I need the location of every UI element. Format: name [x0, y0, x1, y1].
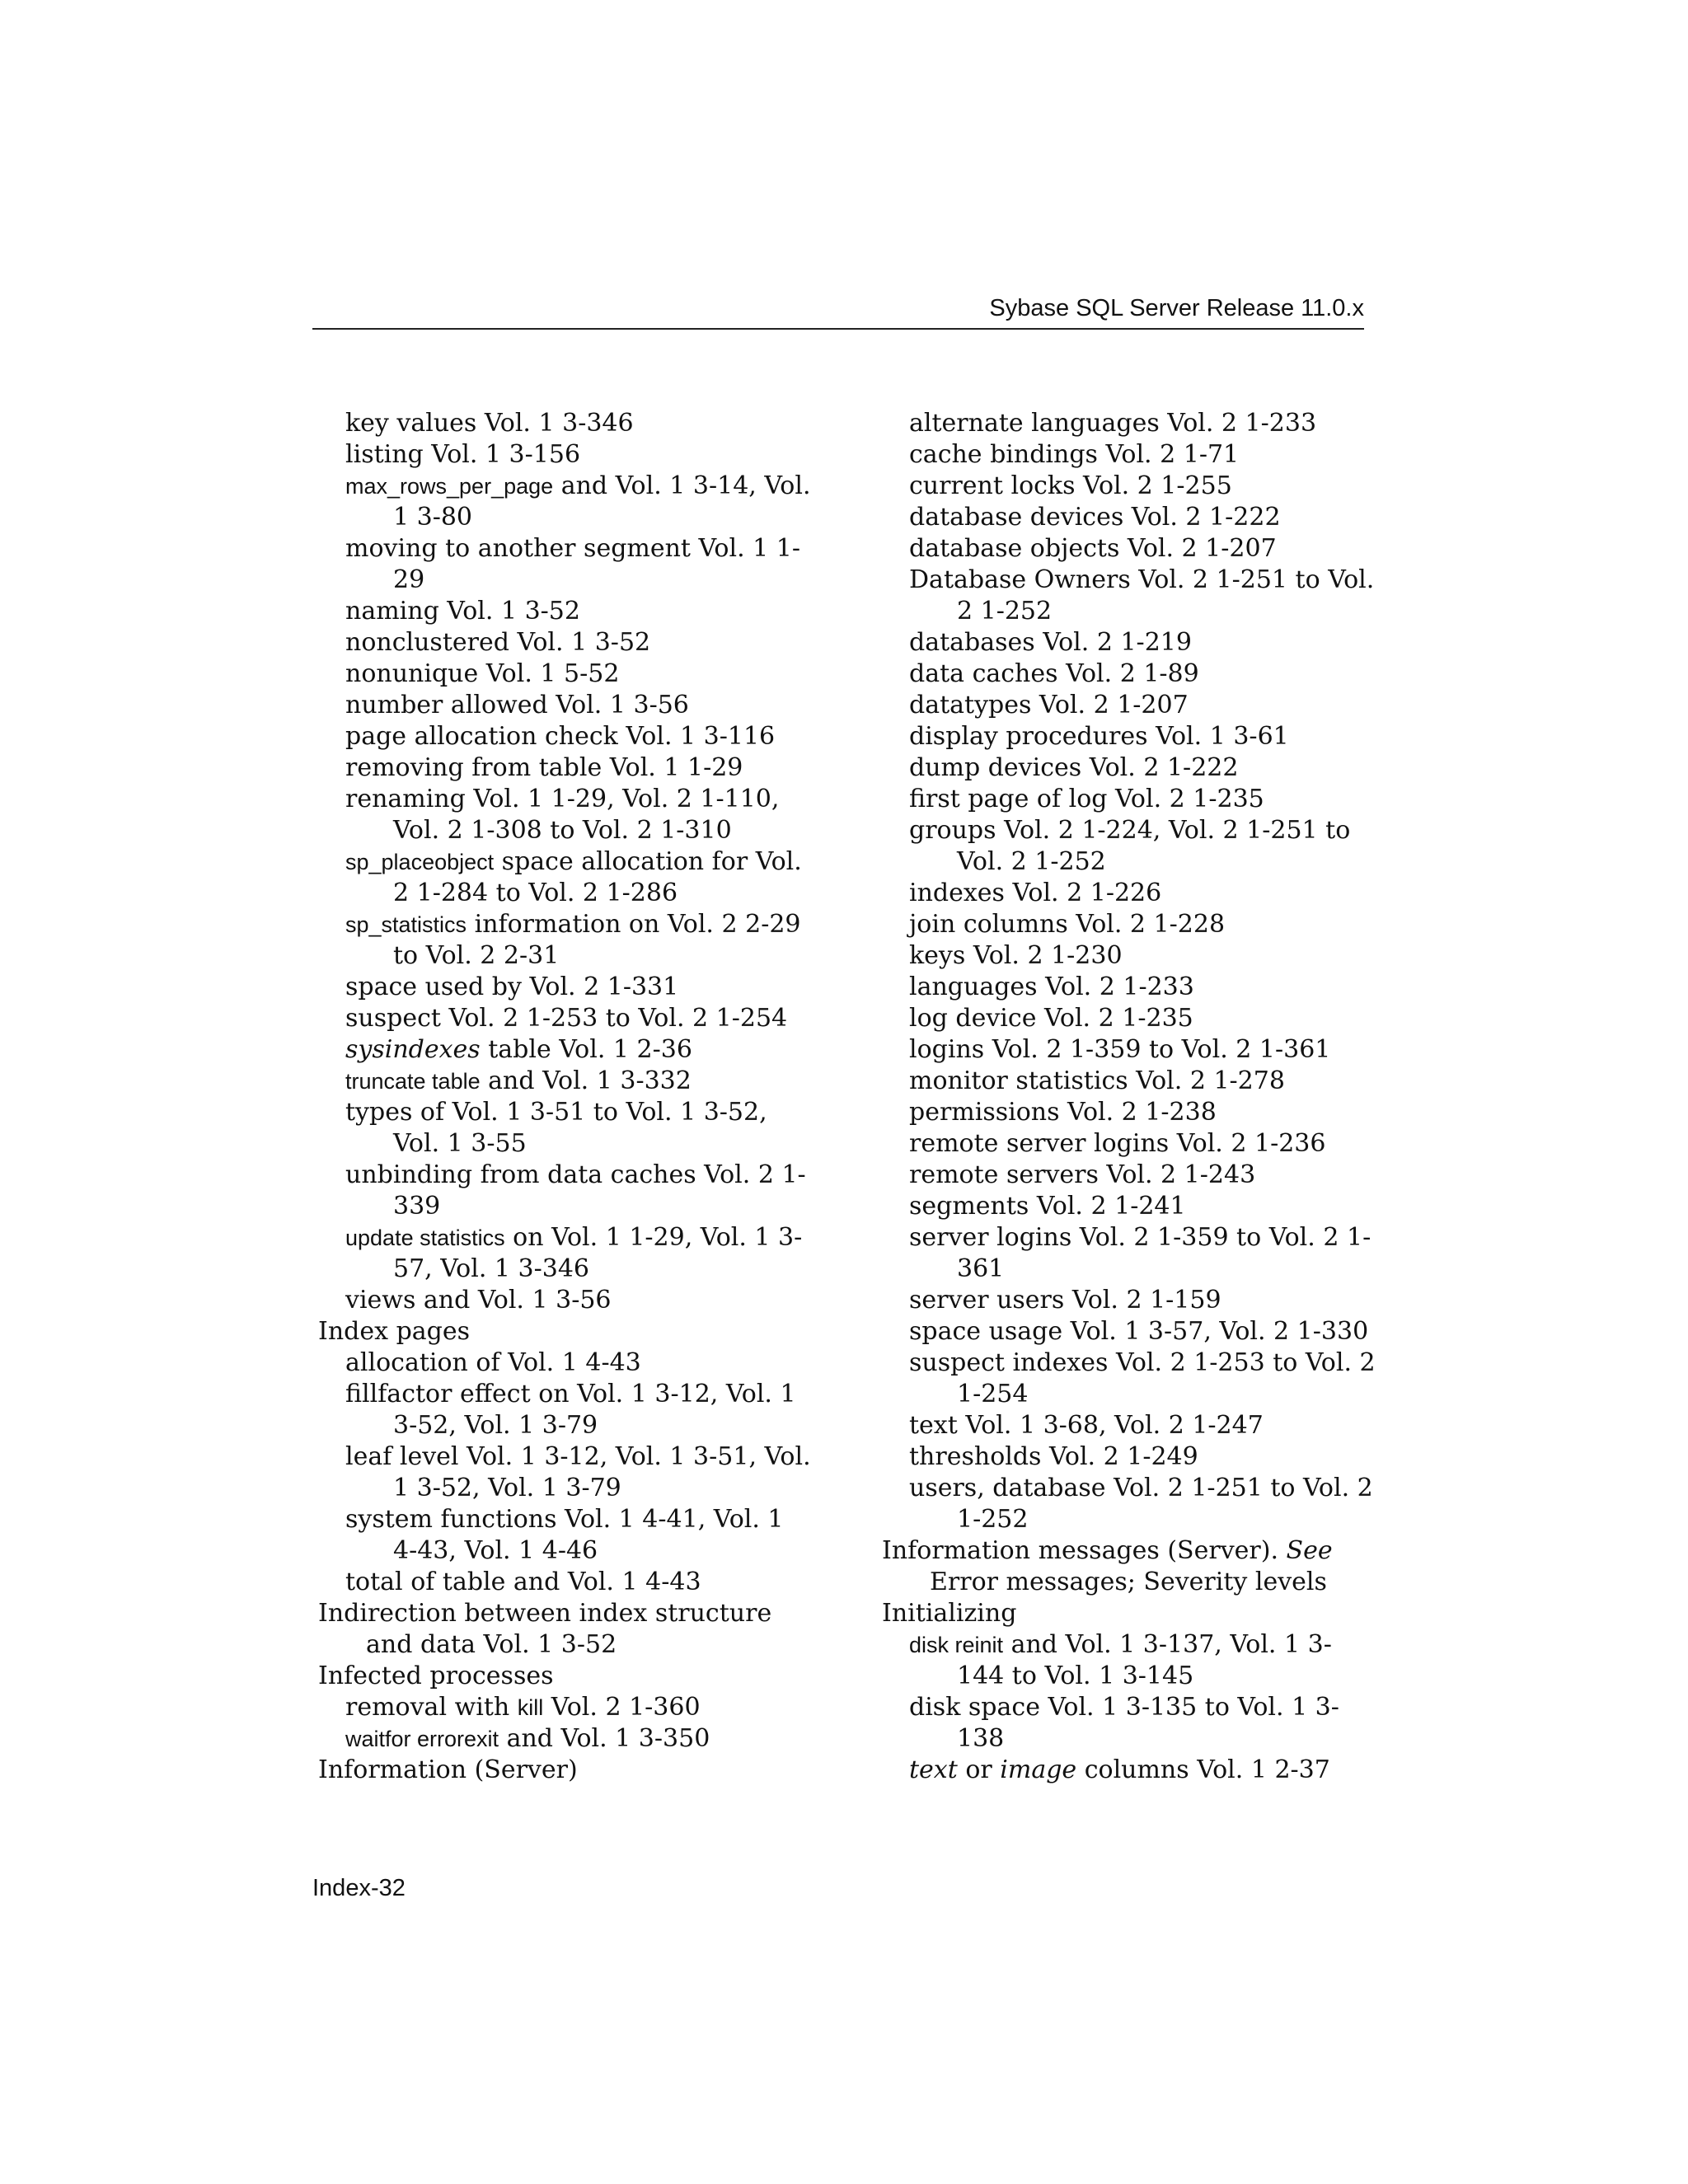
index-text: permissions Vol. 2 1-238 — [909, 1098, 1217, 1127]
index-text: suspect indexes Vol. 2 1-253 to Vol. 2 1-254 — [909, 1348, 1376, 1408]
index-text: database devices Vol. 2 1-222 — [909, 503, 1281, 532]
index-subentry — [345, 1034, 813, 1066]
index-subentry — [909, 1066, 1376, 1097]
index-text: log device Vol. 2 1-235 — [909, 1004, 1193, 1033]
index-text: monitor statistics Vol. 2 1-278 — [909, 1066, 1285, 1095]
index-subentry — [909, 1222, 1376, 1285]
index-subentry — [345, 1347, 813, 1379]
index-text: removal with — [345, 1693, 518, 1722]
index-subentry — [345, 596, 813, 627]
index-text: suspect Vol. 2 1-253 to Vol. 2 1-254 — [345, 1004, 788, 1033]
index-term-code: update statistics — [345, 1226, 505, 1250]
index-main-entry — [318, 1598, 813, 1661]
index-text: columns Vol. 1 2-37 — [1076, 1755, 1330, 1784]
index-text: alternate languages Vol. 2 1-233 — [909, 409, 1317, 438]
index-subentry — [909, 972, 1376, 1003]
index-text: number allowed Vol. 1 3-56 — [345, 691, 689, 719]
index-text: and Vol. 1 3-350 — [499, 1724, 710, 1753]
index-subentry — [345, 1066, 813, 1097]
index-term-italic: See — [1286, 1536, 1333, 1565]
index-term-code: sp_statistics — [345, 912, 467, 937]
index-subentry — [909, 878, 1376, 909]
index-text: keys Vol. 2 1-230 — [909, 941, 1123, 970]
index-text: Information messages (Server). — [882, 1536, 1287, 1565]
index-term-italic: text — [909, 1755, 958, 1784]
index-text: and Vol. 1 3-332 — [480, 1066, 692, 1095]
index-subentry — [909, 1285, 1376, 1316]
index-subentry — [345, 1003, 813, 1034]
index-subentry — [909, 1097, 1376, 1128]
index-text: nonunique Vol. 1 5-52 — [345, 659, 620, 688]
index-subentry — [909, 1692, 1376, 1755]
index-subentry — [909, 439, 1376, 471]
index-text: views and Vol. 1 3-56 — [345, 1286, 612, 1315]
index-text: display procedures Vol. 1 3-61 — [909, 722, 1289, 751]
index-text: languages Vol. 2 1-233 — [909, 972, 1194, 1001]
index-subentry — [909, 533, 1376, 565]
index-text: space usage Vol. 1 3-57, Vol. 2 1-330 — [909, 1317, 1369, 1346]
index-main-entry — [882, 1535, 1376, 1598]
index-subentry — [345, 721, 813, 752]
index-text: unbinding from data caches Vol. 2 1-339 — [345, 1160, 806, 1221]
index-subentry — [345, 846, 813, 909]
index-text: removing from table Vol. 1 1-29 — [345, 753, 743, 782]
index-subentry — [345, 1097, 813, 1160]
index-text: cache bindings Vol. 2 1-71 — [909, 440, 1240, 469]
index-subentry — [909, 1473, 1376, 1535]
index-text: join columns Vol. 2 1-228 — [909, 910, 1226, 939]
index-subentry — [909, 1034, 1376, 1066]
index-column-left — [318, 408, 813, 1786]
index-subentry — [909, 658, 1376, 690]
index-text: current locks Vol. 2 1-255 — [909, 471, 1232, 500]
index-text: renaming Vol. 1 1-29, Vol. 2 1-110, Vol. 2 1-308 to Vol. 2 1-310 — [345, 785, 780, 845]
index-subentry — [909, 565, 1376, 627]
index-text: leaf level Vol. 1 3-12, Vol. 1 3-51, Vol. 1 3-52, Vol. 1 3-79 — [345, 1442, 811, 1502]
index-subentry — [909, 940, 1376, 972]
index-subentry — [345, 439, 813, 471]
index-column-right — [882, 408, 1376, 1786]
index-subentry — [909, 909, 1376, 940]
index-subentry — [345, 1723, 813, 1755]
index-subentry — [909, 1316, 1376, 1347]
index-subentry — [345, 1379, 813, 1441]
index-text: text Vol. 1 3-68, Vol. 2 1-247 — [909, 1411, 1264, 1440]
index-text: fillfactor effect on Vol. 1 3-12, Vol. 1 3-52, Vol. 1 3-79 — [345, 1380, 796, 1440]
index-text: server users Vol. 2 1-159 — [909, 1286, 1221, 1315]
index-text: indexes Vol. 2 1-226 — [909, 879, 1162, 907]
index-subentry — [345, 627, 813, 658]
index-subentry — [909, 1160, 1376, 1191]
index-text: database objects Vol. 2 1-207 — [909, 534, 1277, 563]
index-text: users, database Vol. 2 1-251 to Vol. 2 1-252 — [909, 1474, 1373, 1534]
index-subentry — [345, 658, 813, 690]
index-text: and Vol. 1 3-14, Vol. 1 3-80 — [393, 471, 811, 532]
index-text: naming Vol. 1 3-52 — [345, 597, 580, 626]
running-header: Sybase SQL Server Release 11.0.x — [989, 295, 1364, 321]
index-text: space used by Vol. 2 1-331 — [345, 972, 679, 1001]
index-subentry — [909, 627, 1376, 658]
index-subentry — [345, 1160, 813, 1222]
index-main-entry — [318, 1661, 813, 1692]
index-subentry — [345, 1567, 813, 1598]
index-text: listing Vol. 1 3-156 — [345, 440, 581, 469]
header-rule — [312, 328, 1364, 330]
index-text: page allocation check Vol. 1 3-116 — [345, 722, 776, 751]
index-term-italic: image — [1000, 1755, 1077, 1784]
index-text: or — [957, 1755, 1001, 1784]
index-text: remote servers Vol. 2 1-243 — [909, 1160, 1256, 1189]
index-text: Database Owners Vol. 2 1-251 to Vol. 2 1-252 — [909, 565, 1375, 626]
index-text: types of Vol. 1 3-51 to Vol. 1 3-52, Vol. 1 3-55 — [345, 1098, 767, 1158]
index-text: Initializing — [882, 1599, 1017, 1628]
index-term-code: sp_placeobject — [345, 850, 495, 874]
index-subentry — [345, 408, 813, 439]
index-text: Information (Server) — [318, 1755, 578, 1784]
index-subentry — [909, 471, 1376, 502]
index-subentry — [909, 721, 1376, 752]
index-subentry — [909, 1191, 1376, 1222]
index-text: Error messages; Severity levels — [930, 1568, 1327, 1596]
index-subentry — [909, 1003, 1376, 1034]
index-subentry — [345, 1222, 813, 1285]
index-subentry — [909, 1347, 1376, 1410]
index-text: system functions Vol. 1 4-41, Vol. 1 4-43, Vol. 1 4-46 — [345, 1505, 784, 1565]
index-subentry — [909, 784, 1376, 815]
index-subentry — [345, 752, 813, 784]
index-text: logins Vol. 2 1-359 to Vol. 2 1-361 — [909, 1035, 1331, 1064]
index-text: key values Vol. 1 3-346 — [345, 409, 634, 438]
index-term-code: waitfor errorexit — [345, 1727, 499, 1751]
index-text: total of table and Vol. 1 4-43 — [345, 1568, 701, 1596]
index-term-code: max_rows_per_page — [345, 474, 554, 499]
index-text: nonclustered Vol. 1 3-52 — [345, 628, 651, 657]
index-text: disk space Vol. 1 3-135 to Vol. 1 3-138 — [909, 1693, 1339, 1753]
index-main-entry — [882, 1598, 1376, 1629]
index-subentry — [345, 784, 813, 846]
index-text: remote server logins Vol. 2 1-236 — [909, 1129, 1326, 1158]
index-subentry — [909, 408, 1376, 439]
index-term-italic: sysindexes — [345, 1035, 481, 1064]
index-subentry — [909, 502, 1376, 533]
index-term-code: truncate table — [345, 1069, 481, 1094]
index-text: dump devices Vol. 2 1-222 — [909, 753, 1239, 782]
index-text: server logins Vol. 2 1-359 to Vol. 2 1-361 — [909, 1223, 1372, 1283]
index-subentry — [345, 909, 813, 972]
index-term-code: disk reinit — [909, 1633, 1004, 1657]
index-main-entry — [318, 1316, 813, 1347]
page-number: Index-32 — [312, 1875, 406, 1901]
index-subentry — [345, 690, 813, 721]
index-text: information on Vol. 2 2-29 to Vol. 2 2-31 — [393, 910, 801, 970]
index-subentry — [909, 1128, 1376, 1160]
index-main-entry — [318, 1755, 813, 1786]
index-text: first page of log Vol. 2 1-235 — [909, 785, 1264, 813]
index-text: thresholds Vol. 2 1-249 — [909, 1442, 1198, 1471]
index-text: and Vol. 1 3-137, Vol. 1 3-144 to Vol. 1 3-145 — [957, 1630, 1332, 1690]
index-subentry — [345, 1285, 813, 1316]
index-subentry — [909, 815, 1376, 878]
index-text: groups Vol. 2 1-224, Vol. 2 1-251 to Vol. 2 1-252 — [909, 816, 1351, 876]
index-text: Index pages — [318, 1317, 471, 1346]
index-subentry — [909, 752, 1376, 784]
index-text: moving to another segment Vol. 1 1-29 — [345, 534, 800, 594]
index-subentry — [345, 1504, 813, 1567]
index-text: table Vol. 1 2-36 — [480, 1035, 692, 1064]
index-text: on Vol. 1 1-29, Vol. 1 3-57, Vol. 1 3-346 — [393, 1223, 803, 1283]
index-subentry — [909, 1755, 1376, 1786]
index-text: space allocation for Vol. 2 1-284 to Vol. 2 1-286 — [393, 847, 802, 907]
index-subentry — [345, 1692, 813, 1723]
index-text: Indirection between index structure and data Vol. 1 3-52 — [318, 1599, 772, 1659]
index-text: Vol. 2 1-360 — [543, 1693, 701, 1722]
index-subentry — [345, 471, 813, 533]
index-subentry — [909, 1410, 1376, 1441]
index-text: allocation of Vol. 1 4-43 — [345, 1348, 641, 1377]
index-subentry — [345, 972, 813, 1003]
index-text: segments Vol. 2 1-241 — [909, 1192, 1186, 1221]
index-text: databases Vol. 2 1-219 — [909, 628, 1192, 657]
index-subentry — [345, 1441, 813, 1504]
index-term-code: kill — [517, 1695, 544, 1720]
index-subentry — [909, 1441, 1376, 1473]
index-subentry — [909, 690, 1376, 721]
index-text: datatypes Vol. 2 1-207 — [909, 691, 1189, 719]
index-text: data caches Vol. 2 1-89 — [909, 659, 1199, 688]
index-subentry — [909, 1629, 1376, 1692]
index-text: Infected processes — [318, 1661, 554, 1690]
index-subentry — [345, 533, 813, 596]
